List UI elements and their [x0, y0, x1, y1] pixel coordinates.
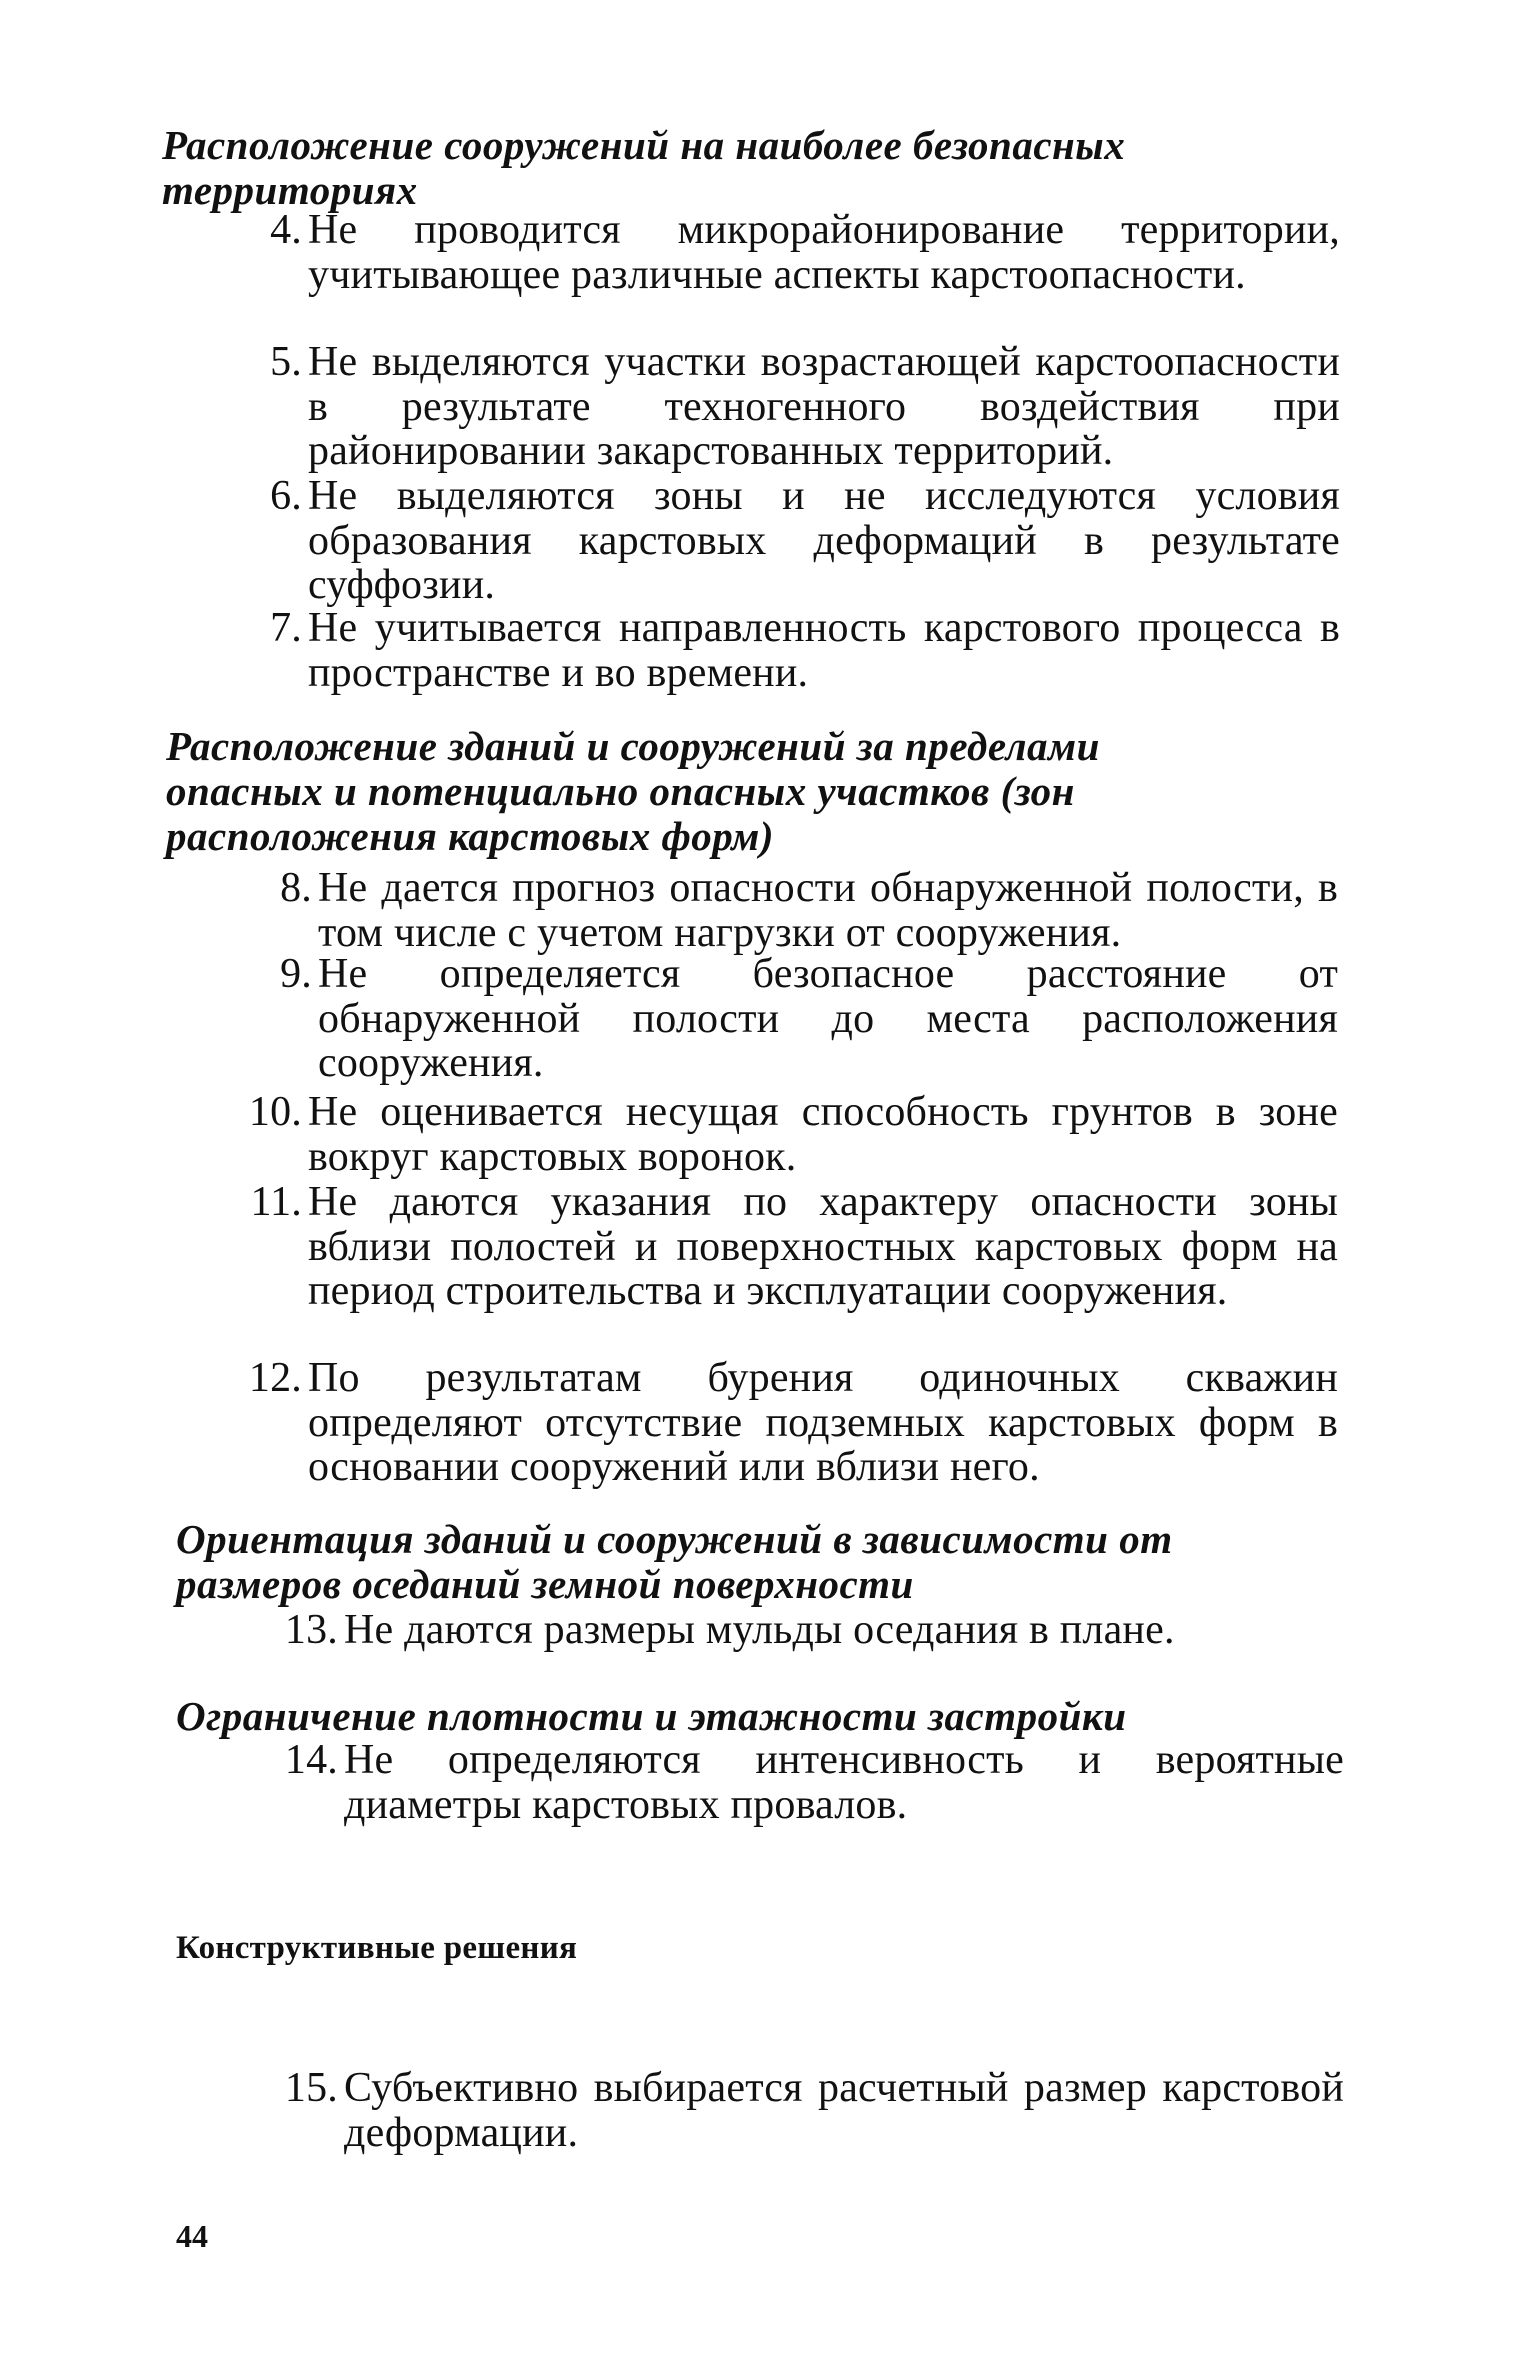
list-item-10 [248, 1089, 1338, 1180]
item-text: Не выделяются участки возрастающей карстоопасности в результате техногенного воздействия при районировании закарстованных территорий. [308, 339, 1340, 474]
item-text: Не проводится микрорайонирование территории, учитывающее различные аспекты карстоопасности. [308, 207, 1340, 298]
section-title-constructive: Конструктивные решения [176, 1930, 578, 1966]
list-item-4 [270, 207, 1340, 298]
section-heading-4: Ограничение плотности и этажности застройки [176, 1693, 1127, 1739]
item-number: 14. [284, 1737, 338, 1783]
section-heading-1: Расположение сооружений на наиболее безопасных территориях [162, 122, 1126, 213]
item-text: Не даются указания по характеру опасности зоны вблизи полостей и поверхностных карстовых форм на период строительства и эксплуатации сооружения. [308, 1179, 1338, 1314]
item-text: Не даются размеры мульды оседания в плане. [344, 1607, 1175, 1653]
item-number: 4. [270, 207, 302, 253]
page-number: 44 [176, 2218, 208, 2254]
item-number: 15. [284, 2065, 338, 2111]
item-text: По результатам бурения одиночных скважин определяют отсутствие подземных карстовых форм в основании сооружений или вблизи него. [308, 1355, 1338, 1490]
item-number: 9. [280, 951, 312, 997]
section-heading-2: Расположение зданий и сооружений за пределами опасных и потенциально опасных участков (зон расположения карстовых форм) [166, 723, 1100, 859]
item-number: 10. [248, 1089, 302, 1135]
list-item-15 [284, 2065, 1344, 2156]
list-item-9 [280, 951, 1338, 1086]
item-number: 5. [270, 339, 302, 385]
list-item-13 [284, 1607, 1344, 1653]
item-text: Не учитывается направленность карстового процесса в пространстве и во времени. [308, 605, 1340, 696]
list-item-12 [248, 1355, 1338, 1490]
list-item-6 [270, 473, 1340, 608]
item-number: 8. [280, 865, 312, 911]
item-text: Не дается прогноз опасности обнаруженной полости, в том числе с учетом нагрузки от сооружения. [318, 865, 1338, 956]
item-number: 6. [270, 473, 302, 519]
item-number: 7. [270, 605, 302, 651]
item-text: Не определяется безопасное расстояние от обнаруженной полости до места расположения сооружения. [318, 951, 1338, 1086]
item-number: 12. [248, 1355, 302, 1401]
list-item-7 [270, 605, 1340, 696]
list-item-5 [270, 339, 1340, 474]
section-heading-3: Ориентация зданий и сооружений в зависимости от размеров оседаний земной поверхности [176, 1516, 1173, 1607]
list-item-14 [284, 1737, 1344, 1828]
list-item-11 [250, 1179, 1338, 1314]
item-text: Субъективно выбирается расчетный размер карстовой деформации. [344, 2065, 1344, 2156]
item-number: 13. [284, 1607, 338, 1653]
item-number: 11. [250, 1179, 302, 1225]
item-text: Не выделяются зоны и не исследуются условия образования карстовых деформаций в результате суффозии. [308, 473, 1340, 608]
item-text: Не оценивается несущая способность грунтов в зоне вокруг карстовых воронок. [308, 1089, 1338, 1180]
list-item-8 [280, 865, 1338, 956]
item-text: Не определяются интенсивность и вероятные диаметры карстовых провалов. [344, 1737, 1344, 1828]
